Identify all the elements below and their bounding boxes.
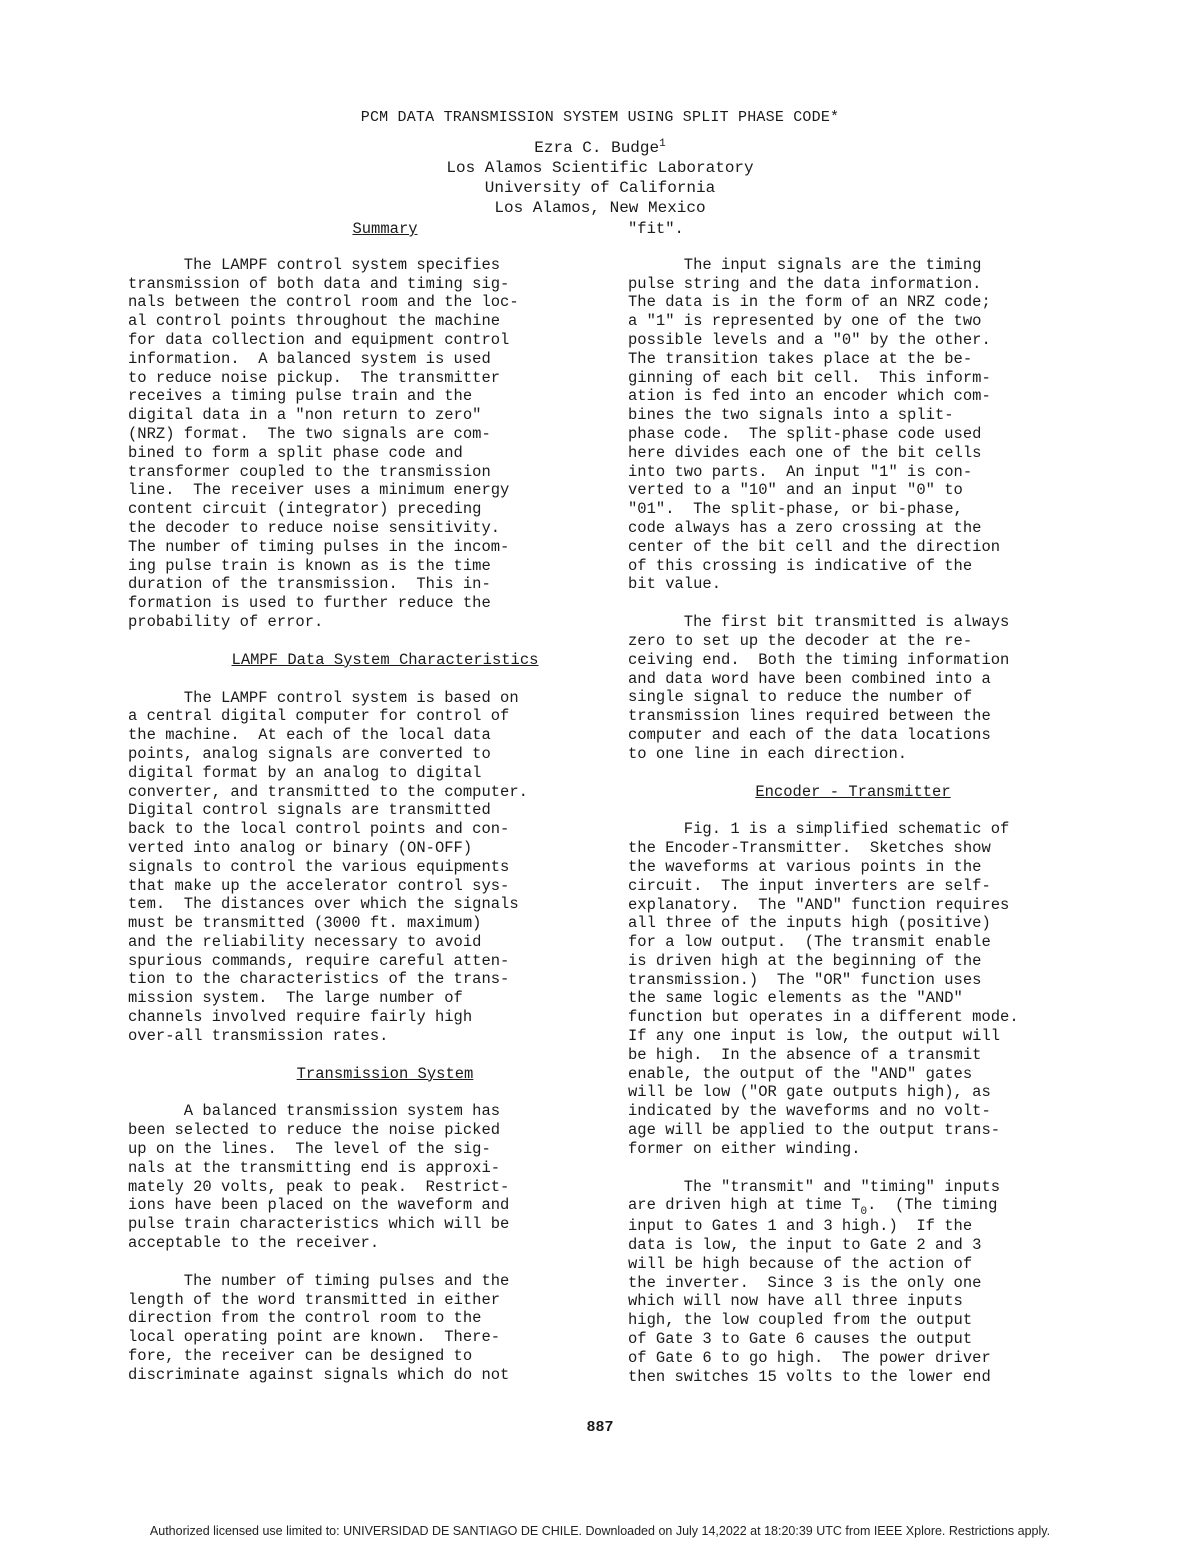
paragraph-line: back to the local control points and con- <box>128 820 510 839</box>
paragraph-line: The LAMPF control system specifies <box>128 255 501 274</box>
paragraph-line: former on either winding. <box>628 1139 861 1158</box>
section-heading-transmission: Transmission System <box>296 1064 474 1083</box>
paragraph-line: The number of timing pulses and the <box>128 1271 510 1290</box>
paragraph-line: input to Gates 1 and 3 high.) If the <box>628 1217 973 1236</box>
paragraph-line: center of the bit cell and the direction <box>628 537 1001 556</box>
paragraph-line: receives a timing pulse train and the <box>128 387 473 406</box>
paragraph-line: The first bit transmitted is always <box>628 613 1010 632</box>
paragraph-line: all three of the inputs high (positive) <box>628 914 991 933</box>
affiliation-line: University of California <box>484 179 716 197</box>
paragraph-line: The LAMPF control system is based on <box>128 688 519 707</box>
paragraph-line: fore, the receiver can be designed to <box>128 1347 473 1366</box>
paragraph-line: and the reliability necessary to avoid <box>128 932 482 951</box>
paragraph-line: the decoder to reduce noise sensitivity. <box>128 518 501 537</box>
paragraph-line: the same logic elements as the "AND" <box>628 989 963 1008</box>
paragraph-line: explanatory. The "AND" function requires <box>628 895 1010 914</box>
left-column <box>128 220 598 1385</box>
paragraph-line: mately 20 volts, peak to peak. Restrict- <box>128 1177 510 1196</box>
paragraph-line: transformer coupled to the transmission <box>128 462 491 481</box>
paragraph-line: "fit". <box>628 220 684 238</box>
paragraph-line: Digital control signals are transmitted <box>128 801 491 820</box>
paragraph-line: will be low ("OR gate outputs high), as <box>628 1083 991 1102</box>
paragraph-line: over-all transmission rates. <box>128 1026 389 1045</box>
paragraph-line: and data word have been combined into a <box>628 669 991 688</box>
paragraph-line: is driven high at the beginning of the <box>628 951 982 970</box>
paragraph-line: age will be applied to the output trans- <box>628 1121 1001 1140</box>
paragraph-line: a central digital computer for control of <box>128 707 510 726</box>
paragraph-line: to one line in each direction. <box>628 744 908 763</box>
paragraph-line: of Gate 3 to Gate 6 causes the output <box>628 1330 973 1349</box>
paragraph-line: If any one input is low, the output will <box>628 1027 1001 1046</box>
paragraph-line: content circuit (integrator) preceding <box>128 500 482 519</box>
paragraph-line: probability of error. <box>128 612 324 631</box>
paragraph-line: here divides each one of the bit cells <box>628 443 982 462</box>
input-signals-paragraph <box>628 256 1078 594</box>
paragraph-line: formation is used to further reduce the <box>128 594 491 613</box>
paragraph-line: the waveforms at various points in the <box>628 857 982 876</box>
paragraph-line: computer and each of the data locations <box>628 725 991 744</box>
paragraph-line: data is low, the input to Gate 2 and 3 <box>628 1236 982 1255</box>
lampf-paragraph <box>128 689 598 1046</box>
paragraph-line: indicated by the waveforms and no volt- <box>628 1102 991 1121</box>
paragraph-line: up on the lines. The level of the sig- <box>128 1140 491 1159</box>
paragraph-line: tem. The distances over which the signals <box>128 895 519 914</box>
paragraph-line: direction from the control room to the <box>128 1309 482 1328</box>
paragraph-line: verted to a "10" and an input "0" to <box>628 481 963 500</box>
summary-paragraph <box>128 256 598 632</box>
paragraph-line: acceptable to the receiver. <box>128 1234 380 1253</box>
author-line <box>0 138 1200 158</box>
paragraph-line: possible levels and a "0" by the other. <box>628 330 991 349</box>
paragraph-line: spurious commands, require careful atten- <box>128 951 510 970</box>
paragraph-line: line. The receiver uses a minimum energy <box>128 481 510 500</box>
paragraph-line: pulse train characteristics which will be <box>128 1215 510 1234</box>
paragraph-line: zero to set up the decoder at the re- <box>628 631 973 650</box>
paragraph-line: duration of the transmission. This in- <box>128 575 491 594</box>
paragraph-line: transmission.) The "OR" function uses <box>628 970 982 989</box>
paragraph-line: the machine. At each of the local data <box>128 726 491 745</box>
paragraph-line: local operating point are known. There- <box>128 1328 501 1347</box>
section-heading-encoder: Encoder - Transmitter <box>755 782 951 801</box>
paragraph-line: digital data in a "non return to zero" <box>128 406 482 425</box>
paragraph-line: ginning of each bit cell. This inform- <box>628 368 991 387</box>
paragraph-line: channels involved require fairly high <box>128 1008 473 1027</box>
paragraph-line: phase code. The split-phase code used <box>628 424 982 443</box>
paragraph-line: code always has a zero crossing at the <box>628 518 982 537</box>
paragraph-line: of Gate 6 to go high. The power driver <box>628 1348 991 1367</box>
paragraph-line: bit value. <box>628 575 722 594</box>
paragraph-line: points, analog signals are converted to <box>128 744 491 763</box>
author-footnote-mark: 1 <box>659 138 666 150</box>
paragraph-line: into two parts. An input "1" is con- <box>628 462 973 481</box>
paragraph-line: to reduce noise pickup. The transmitter <box>128 368 501 387</box>
encoder-paragraph <box>628 820 1078 1158</box>
paragraph-line: nals between the control room and the loc- <box>128 293 519 312</box>
paragraph-line: The data is in the form of an NRZ code; <box>628 293 991 312</box>
paper-title: PCM DATA TRANSMISSION SYSTEM USING SPLIT PHASE CODE* <box>360 109 840 126</box>
paragraph-line: ation is fed into an encoder which com- <box>628 387 991 406</box>
paragraph-line: then switches 15 volts to the lower end <box>628 1367 991 1386</box>
paragraph-line: transmission of both data and timing sig- <box>128 274 510 293</box>
paragraph-line: been selected to reduce the noise picked <box>128 1121 501 1140</box>
paragraph-line: al control points throughout the machine <box>128 312 501 331</box>
transmit-paragraph <box>628 1178 1078 1387</box>
page-number: 887 <box>586 1419 614 1436</box>
paragraph-line: for a low output. (The transmit enable <box>628 933 991 952</box>
transmit-paragraph-rest <box>628 1217 1078 1386</box>
author-name: Ezra C. Budge <box>534 139 660 157</box>
paragraph-line: ing pulse train is known as is the time <box>128 556 491 575</box>
paragraph-line: Fig. 1 is a simplified schematic of <box>628 820 1010 839</box>
section-heading-summary: Summary <box>352 220 418 238</box>
paragraph-line: bines the two signals into a split- <box>628 406 954 425</box>
paragraph-line: the inverter. Since 3 is the only one <box>628 1273 982 1292</box>
paragraph-line: digital format by an analog to digital <box>128 763 482 782</box>
paragraph-line: pulse string and the data information. <box>628 274 982 293</box>
paragraph-line: single signal to reduce the number of <box>628 688 973 707</box>
paragraph-line: a "1" is represented by one of the two <box>628 312 982 331</box>
paragraph-line: signals to control the various equipments <box>128 857 510 876</box>
paragraph-line: function but operates in a different mode. <box>628 1008 1019 1027</box>
paragraph-line: The input signals are the timing <box>628 255 982 274</box>
paragraph-line: verted into analog or binary (ON-OFF) <box>128 838 473 857</box>
paragraph-line: the Encoder-Transmitter. Sketches show <box>628 839 991 858</box>
paragraph-line: The transition takes place at the be- <box>628 349 973 368</box>
paragraph-line: must be transmitted (3000 ft. maximum) <box>128 914 482 933</box>
paragraph-line: are driven high at time $T_0$. (The timing <box>628 1196 998 1219</box>
paragraph-line: ceiving end. Both the timing information <box>628 650 1010 669</box>
paragraph-line: tion to the characteristics of the trans- <box>128 970 510 989</box>
paragraph-line: of this crossing is indicative of the <box>628 556 973 575</box>
right-column <box>628 220 1078 1386</box>
affiliation-line: Los Alamos, New Mexico <box>494 199 706 217</box>
paragraph-line: enable, the output of the "AND" gates <box>628 1064 973 1083</box>
paragraph-line: "01". The split-phase, or bi-phase, <box>628 500 963 519</box>
paragraph-line: that make up the accelerator control sys- <box>128 876 510 895</box>
paragraph-line: mission system. The large number of <box>128 989 463 1008</box>
paragraph-line: converter, and transmitted to the computer. <box>128 782 528 801</box>
paragraph-line: discriminate against signals which do not <box>128 1365 510 1384</box>
paragraph-line: The number of timing pulses in the incom- <box>128 537 510 556</box>
affiliation-line: Los Alamos Scientific Laboratory <box>446 159 754 177</box>
paragraph-line: length of the word transmitted in either <box>128 1290 501 1309</box>
paragraph-line: be high. In the absence of a transmit <box>628 1045 982 1064</box>
continued-fit-line <box>628 220 1078 239</box>
paragraph-line: which will now have all three inputs <box>628 1292 963 1311</box>
paragraph-line: The "transmit" and "timing" inputs <box>628 1177 1001 1196</box>
paragraph-line: for data collection and equipment control <box>128 330 510 349</box>
paragraph-line: will be high because of the action of <box>628 1254 973 1273</box>
paragraph-line: circuit. The input inverters are self- <box>628 876 991 895</box>
first-bit-paragraph <box>628 613 1078 763</box>
paragraph-line: nals at the transmitting end is approxi- <box>128 1158 501 1177</box>
paragraph-line: ions have been placed on the waveform and <box>128 1196 510 1215</box>
paragraph-line: bined to form a split phase code and <box>128 443 463 462</box>
paragraph-line: transmission lines required between the <box>628 707 991 726</box>
paragraph-line: A balanced transmission system has <box>128 1102 501 1121</box>
paragraph-line: information. A balanced system is used <box>128 349 491 368</box>
license-footer: Authorized licensed use limited to: UNIVERSIDAD DE SANTIAGO DE CHILE. Downloaded on July 14,2022 at 18:20:39 UTC from IEEE Xplore. Restrictions apply. <box>149 1524 1051 1538</box>
transmission-paragraph <box>128 1102 598 1252</box>
timing-pulses-paragraph <box>128 1272 598 1385</box>
subscript-zero: 0 <box>860 1206 868 1219</box>
section-heading-lampf: LAMPF Data System Characteristics <box>231 650 539 669</box>
paragraph-line: (NRZ) format. The two signals are com- <box>128 424 491 443</box>
paragraph-line: high, the low coupled from the output <box>628 1311 973 1330</box>
paper-header <box>0 108 1200 218</box>
